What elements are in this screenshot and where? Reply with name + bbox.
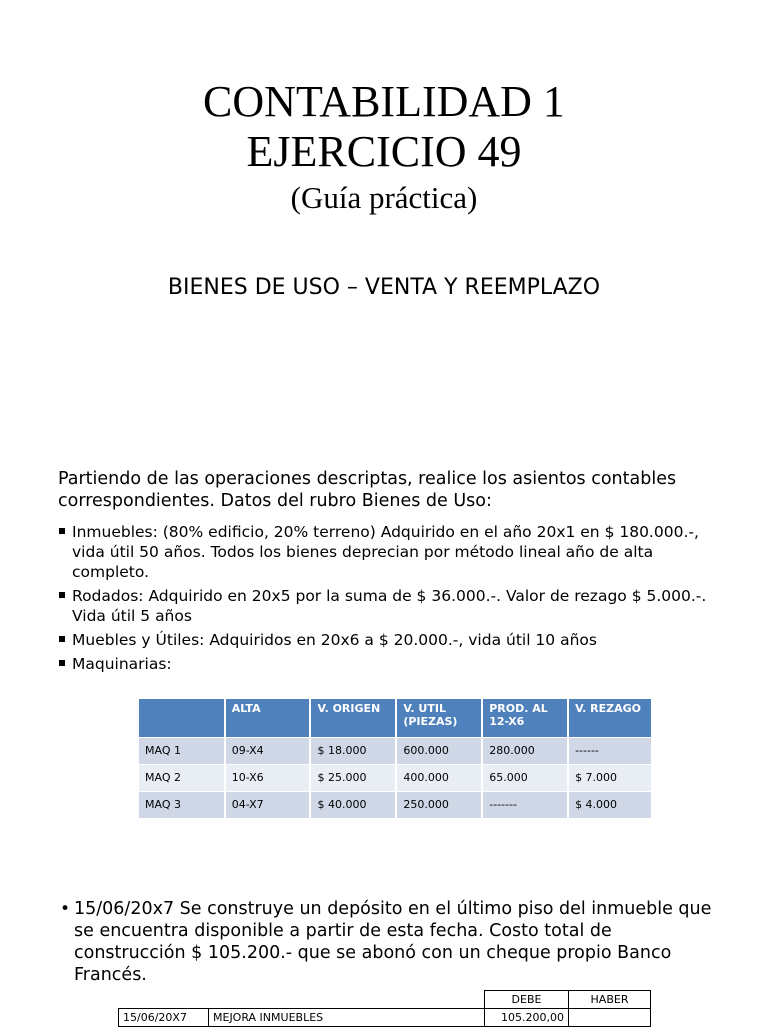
list-item-text: Muebles y Útiles: Adquiridos en 20x6 a $ 20.000.-, vida útil 10 años: [72, 631, 597, 649]
intro-paragraph: Partiendo de las operaciones descriptas, realice los asientos contables correspondientes. Datos del rubro Bienes de Uso:: [58, 469, 677, 511]
title-line-2: EJERCICIO 49: [246, 127, 522, 176]
table-cell: $ 7.000: [568, 764, 652, 791]
entry-date: 15/06/20X7: [119, 1009, 209, 1027]
list-item-rodados: [58, 586, 718, 626]
table-header-row: [119, 991, 651, 1009]
list-item-text: Inmuebles: (80% edificio, 20% terreno) Adquirido en el año 20x1 en $ 180.000.-, vida útil 50 años. Todos los bienes deprecian por método lineal año de alta completo.: [72, 523, 699, 581]
table-cell: ------: [568, 737, 652, 764]
table-cell: MAQ 2: [139, 764, 225, 791]
list-item-text: Rodados: Adquirido en 20x5 por la suma de $ 36.000.-. Valor de rezago $ 5.000.-. Vida útil 5 años: [72, 587, 707, 625]
table-cell: 09-X4: [225, 737, 311, 764]
table-cell: 600.000: [396, 737, 482, 764]
table-cell: MAQ 3: [139, 791, 225, 818]
haber-header: HABER: [569, 991, 651, 1009]
table-row: [139, 764, 652, 791]
column-header: ALTA: [225, 699, 311, 737]
square-bullet-icon: [59, 592, 65, 598]
event-paragraph: [58, 898, 728, 986]
table-cell: 250.000: [396, 791, 482, 818]
column-header: [139, 699, 225, 737]
table-cell: 280.000: [482, 737, 568, 764]
title-line-1: CONTABILIDAD 1: [203, 77, 565, 126]
table-cell: MAQ 1: [139, 737, 225, 764]
table-cell: 04-X7: [225, 791, 311, 818]
table-header-row: [139, 699, 652, 737]
table-cell: -------: [482, 791, 568, 818]
column-header: V. REZAGO: [568, 699, 652, 737]
column-header: PROD. AL 12-X6: [482, 699, 568, 737]
table-cell: $ 40.000: [310, 791, 396, 818]
journal-entry-table: [118, 990, 651, 1027]
column-header: [209, 991, 485, 1009]
debe-header: DEBE: [485, 991, 569, 1009]
round-bullet-icon: •: [60, 899, 71, 919]
maquinarias-table: [139, 699, 653, 818]
subtitle: (Guía práctica): [290, 180, 478, 215]
column-header: [119, 991, 209, 1009]
square-bullet-icon: [59, 660, 65, 666]
table-row: [139, 737, 652, 764]
event-text: 15/06/20x7 Se construye un depósito en el último piso del inmueble que se encuentra disponible a partir de esta fecha. Costo total de construcción $ 105.200.- que se abonó con un cheque propio Banco Francés.: [74, 899, 712, 985]
entry-account: MEJORA INMUEBLES: [209, 1009, 485, 1027]
square-bullet-icon: [59, 636, 65, 642]
table-cell: $ 25.000: [310, 764, 396, 791]
table-cell: $ 4.000: [568, 791, 652, 818]
table-cell: $ 18.000: [310, 737, 396, 764]
asset-list: [58, 522, 718, 678]
list-item-muebles: [58, 630, 718, 650]
topic-heading: BIENES DE USO – VENTA Y REEMPLAZO: [167, 275, 601, 300]
column-header: V. UTIL (PIEZAS): [396, 699, 482, 737]
table-cell: 400.000: [396, 764, 482, 791]
column-header: V. ORIGEN: [310, 699, 396, 737]
entry-debe: 105.200,00: [485, 1009, 569, 1027]
table-cell: 65.000: [482, 764, 568, 791]
table-cell: 10-X6: [225, 764, 311, 791]
table-row: [139, 791, 652, 818]
list-item-inmuebles: [58, 522, 718, 582]
list-item-maquinarias: [58, 654, 718, 674]
list-item-text: Maquinarias:: [72, 655, 172, 673]
square-bullet-icon: [59, 528, 65, 534]
